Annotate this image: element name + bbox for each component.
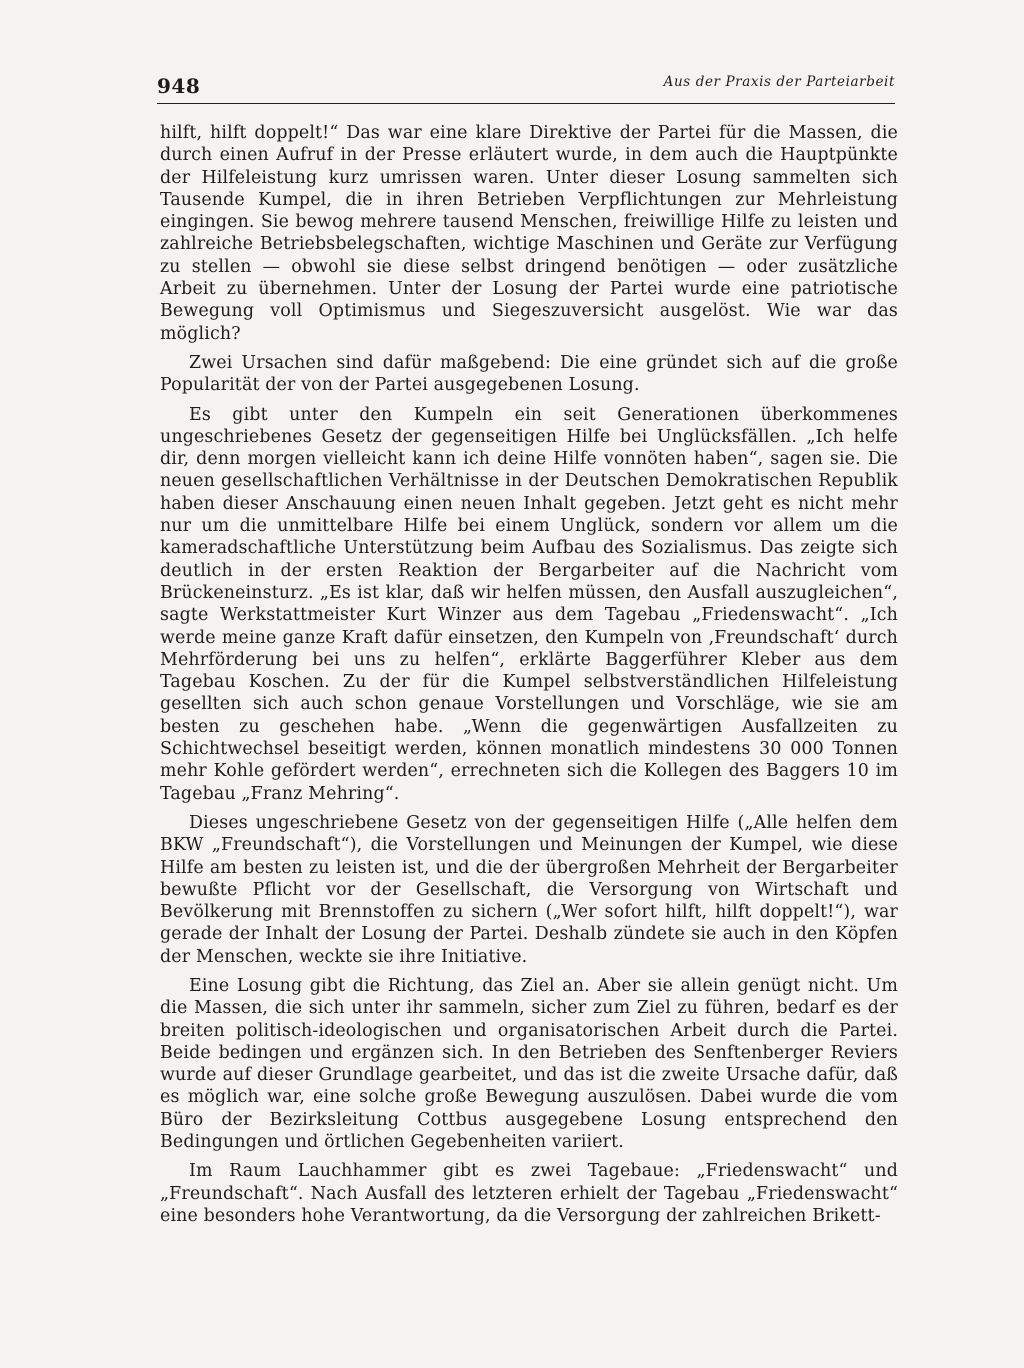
body-text — [160, 122, 898, 1234]
paragraph: hilft, hilft doppelt!“ Das war eine klare Direktive der Partei für die Massen, die durch einen Aufruf in der Presse erläutert wurde, in dem auch die Hauptpünkte der Hilfeleistung kurz umrissen waren. Unter dieser Losung sammelten sich Tausende Kumpel, die in ihren Betrieben Verpflichtungen zur Mehrleistung eingingen. Sie bewog mehrere tausend Menschen, freiwillige Hilfe zu leisten und zahlreiche Betriebsbelegschaften, wichtige Maschinen und Geräte zur Verfügung zu stellen — obwohl sie diese selbst dringend benötigen — oder zusätzliche Arbeit zu übernehmen. Unter der Losung der Partei wurde eine patriotische Bewegung voll Optimismus und Siegeszuversicht ausgelöst. Wie war das möglich? — [160, 123, 898, 344]
paragraph: Eine Losung gibt die Richtung, das Ziel an. Aber sie allein genügt nicht. Um die Massen, die sich unter ihr sammeln, sicher zum Ziel zu führen, bedarf es der breiten politisch-ideologischen und organisatorischen Arbeit durch die Partei. Beide bedingen und ergänzen sich. In den Betrieben des Senftenberger Reviers wurde auf dieser Grundlage gearbeitet, und das ist die zweite Ursache dafür, daß es möglich war, eine solche große Bewegung auszulösen. Dabei wurde die vom Büro der Bezirksleitung Cottbus ausgegebene Losung entsprechend den Bedingungen und örtlichen Gegebenheiten variiert. — [160, 975, 898, 1153]
paragraph: Zwei Ursachen sind dafür maßgebend: Die eine gründet sich auf die große Popularität der von der Partei ausgegebenen Losung. — [160, 352, 898, 396]
paragraph: Dieses ungeschriebene Gesetz von der gegenseitigen Hilfe („Alle helfen dem BKW „Freundschaft“), die Vorstellungen und Meinungen der Kumpel, wie diese Hilfe am besten zu leisten ist, und die der übergroßen Mehrheit der Bergarbeiter bewußte Pflicht vor der Gesellschaft, die Versorgung von Wirtschaft und Bevölkerung mit Brennstoffen zu sichern („Wer sofort hilft, hilft doppelt!“), war gerade der Inhalt der Losung der Partei. Deshalb zündete sie auch in den Köpfen der Menschen, weckte sie ihre Initiative. — [160, 812, 898, 967]
header-rule — [157, 103, 895, 104]
paragraph: Es gibt unter den Kumpeln ein seit Generationen überkommenes ungeschriebenes Gesetz der gegenseitigen Hilfe bei Unglücksfällen. „Ich helfe dir, denn morgen vielleicht kann ich deine Hilfe vonnöten haben“, sagen sie. Die neuen gesellschaftlichen Verhältnisse in der Deutschen Demokratischen Republik haben dieser Anschauung einen neuen Inhalt gegeben. Jetzt geht es nicht mehr nur um die unmittelbare Hilfe bei einem Unglück, sondern vor allem um die kameradschaftliche Unterstützung beim Aufbau des Sozialismus. Das zeigte sich deutlich in der ersten Reaktion der Bergarbeiter auf die Nachricht vom Brückeneinsturz. „Es ist klar, daß wir helfen müssen, den Ausfall auszugleichen“, sagte Werkstattmeister Kurt Winzer aus dem Tagebau „Friedenswacht“. „Ich werde meine ganze Kraft dafür einsetzen, den Kumpeln von ‚Freundschaft‘ durch Mehrförderung bei uns zu helfen“, erklärte Baggerführer Kleber aus dem Tagebau Koschen. Zu der für die Kumpel selbstverständlichen Hilfeleistung gesellten sich auch schon genaue Vorstellungen und Vorschläge, wie sie am besten zu geschehen habe. „Wenn die gegenwärtigen Ausfallzeiten zu Schichtwechsel beseitigt werden, können monatlich mindestens 30 000 Tonnen mehr Kohle gefördert werden“, errechneten sich die Kollegen des Baggers 10 im Tagebau „Franz Mehring“. — [160, 404, 898, 804]
paragraph: Im Raum Lauchhammer gibt es zwei Tagebaue: „Friedenswacht“ und „Freundschaft“. Nach Ausfall des letzteren erhielt der Tagebau „Friedenswacht“ eine besonders hohe Verantwortung, da die Versorgung der zahlreichen Brikett- — [160, 1161, 898, 1226]
running-head: Aus der Praxis der Parteiarbeit — [663, 74, 895, 90]
page-number: 948 — [157, 74, 201, 98]
